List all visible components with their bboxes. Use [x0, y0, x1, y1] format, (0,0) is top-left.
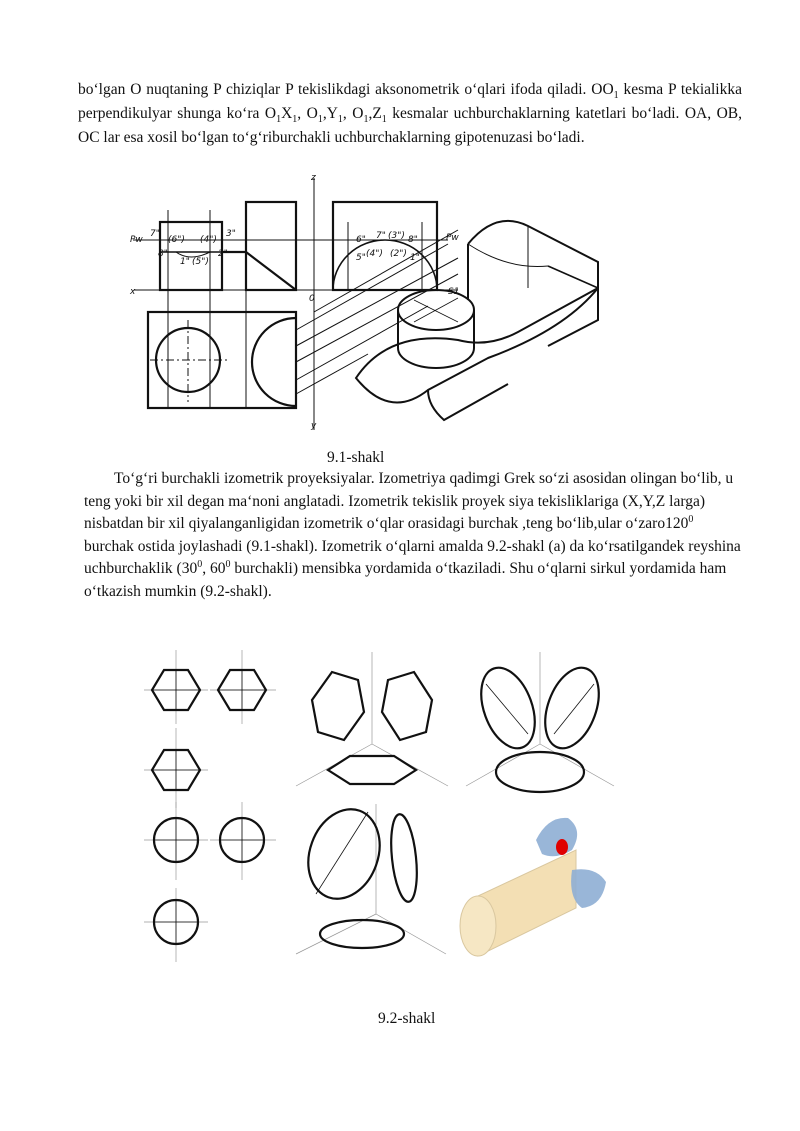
- iso-ellipse-construct-right: [387, 813, 420, 903]
- label-7: 7": [150, 229, 160, 239]
- paragraph-isometric: To‘g‘ri burchakli izometrik proyeksiyalar. Izometriya qadimgi Grek so‘zi asosidan olingan bo‘lib, u teng yoki bir xil degan ma‘noni anglatadi. Izometrik tekislik proyek siya tekisliklariga (X,Y,Z larga) nisbatdan bir xil qiyalanganligidan izometrik o‘qlar orasidagi burchak ,teng bo‘lib,ular $o‘zaro120^0$ burchak ostida joylashadi (9.1-shakl). Izometrik o‘qlarni amalda 9.2-shakl (a) da ko‘rsatilgandek reyshina uchburchaklik ($30^0$, $60^0$ burchakli) mensibka yordamida o‘tkaziladi. Shu o‘qlarni sirkul yordamida ham o‘tkazish mumkin (9.2-shakl).: [84, 470, 741, 600]
- iso-right-block: [468, 221, 598, 346]
- label-r5: 5": [356, 253, 366, 263]
- figure-9-2-drawing: [136, 644, 624, 974]
- label-2: 2": [218, 249, 228, 259]
- label-r4: (4"): [366, 249, 383, 259]
- front-view-slope: [222, 252, 296, 290]
- label-r3: (3"): [388, 231, 405, 241]
- side-view-block: [333, 202, 437, 290]
- label-z: z: [311, 173, 316, 183]
- colored-cylinder-illustration: [460, 818, 606, 956]
- label-pw-left: Pw: [130, 235, 143, 245]
- iso-hexagon-right: [382, 672, 432, 740]
- label-r1: 1": [410, 253, 420, 263]
- label-y: y: [311, 421, 317, 431]
- top-view-half-circle: [252, 318, 296, 406]
- label-r8: 8": [408, 235, 418, 245]
- iso-ellipse-left: [471, 660, 545, 755]
- label-r2: (2"): [390, 249, 407, 259]
- figure-9-2-caption: 9.2-shakl: [378, 1010, 436, 1027]
- paragraph-intro: bo‘lgan O nuqtaning P chiziqlar P tekislikdagi aksonometrik o‘qlari ifoda qiladi. $OO_1$ kesma P tekialikka perpendikulyar shunga ko‘ra $O_1X_1$, $O_1,Y_1$, $O_1,Z_1$ kesmalar uchburchaklarning katetlari bo‘ladi. OA, OB, OC lar esa xosil bo‘lgan to‘g‘riburchakli uchburchaklarning gipotenuzasi bo‘ladi.: [78, 81, 742, 146]
- iso-hexagon-left: [312, 672, 364, 740]
- iso-saddle-body: [356, 288, 598, 403]
- iso-ellipse-right: [535, 660, 609, 755]
- iso-ellipse-construct-bottom: [320, 920, 404, 948]
- label-origin: 0: [309, 294, 315, 304]
- label-pw-right: Pw: [446, 233, 459, 243]
- label-5: (5"): [192, 257, 209, 267]
- front-view-block: [160, 222, 222, 290]
- figure-9-1-caption: 9.1-shakl: [327, 449, 385, 466]
- label-r7: 7": [376, 231, 386, 241]
- iso-ellipse-construct-left: [296, 799, 391, 909]
- front-view-tall-block: [246, 202, 296, 290]
- side-view-arc: [333, 240, 437, 290]
- label-1: 1": [180, 257, 190, 267]
- label-r6: 6": [356, 235, 366, 245]
- figure-9-1-drawing: [128, 170, 648, 432]
- iso-ellipse-bottom: [496, 752, 584, 792]
- label-6: (6"): [168, 235, 185, 245]
- label-3: 3": [226, 229, 236, 239]
- label-4: (4"): [200, 235, 217, 245]
- iso-hexagon-bottom: [328, 756, 416, 784]
- label-8: 8": [158, 249, 168, 259]
- label-s1: S1: [448, 287, 460, 297]
- label-x: x: [130, 287, 136, 297]
